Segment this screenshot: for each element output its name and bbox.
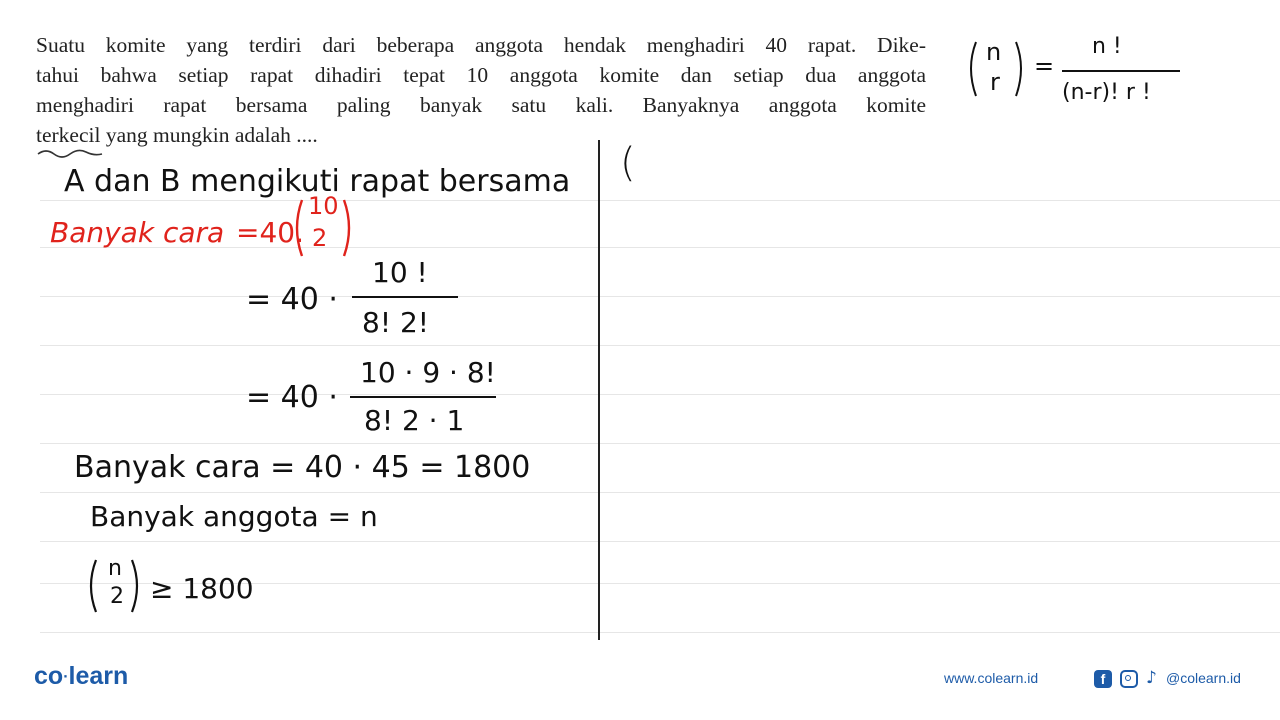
work-line-4-numerator: 10 · 9 · 8! xyxy=(360,356,496,389)
formula-fraction-bar xyxy=(1062,70,1180,72)
ruled-line xyxy=(40,247,1280,248)
squiggle-underline xyxy=(36,146,106,158)
binom-bottom: 2 xyxy=(110,584,124,609)
formula-denominator: (n-r)! r ! xyxy=(1062,80,1151,105)
logo-dot: · xyxy=(63,668,69,686)
tiktok-icon[interactable]: ♪ xyxy=(1146,668,1157,688)
problem-statement xyxy=(36,30,926,150)
logo-text-co: co xyxy=(34,662,64,690)
ruled-line xyxy=(40,632,1280,633)
binom-bottom: 2 xyxy=(312,224,328,252)
facebook-icon[interactable]: f xyxy=(1094,670,1112,688)
formula-equals: = xyxy=(1034,52,1055,80)
work-line-5: Banyak cara = 40 · 45 = 1800 xyxy=(74,450,531,485)
logo-text-learn: learn xyxy=(68,662,129,690)
social-handle[interactable]: @colearn.id xyxy=(1166,670,1241,686)
work-line-2-label: Banyak cara xyxy=(50,216,225,249)
website-link[interactable]: www.colearn.id xyxy=(944,670,1039,686)
work-line-4-denominator: 8! 2 · 1 xyxy=(364,404,465,437)
fraction-bar xyxy=(352,296,458,298)
side-paren: ( xyxy=(620,140,636,186)
work-line-2-expr: =40. xyxy=(236,216,304,249)
fraction-bar xyxy=(350,396,496,398)
formula-numerator: n ! xyxy=(1092,34,1122,59)
formula-bottom: r xyxy=(990,68,1000,96)
instagram-icon[interactable] xyxy=(1120,670,1138,688)
formula-top: n xyxy=(986,38,1002,66)
binom-top: n xyxy=(108,556,122,581)
ruled-line xyxy=(40,345,1280,346)
vertical-divider xyxy=(598,140,600,640)
problem-line: menghadiri rapat bersama paling banyak satu kali. Banyaknya anggota komite xyxy=(36,93,926,117)
work-line-3-prefix: = 40 · xyxy=(246,282,338,317)
work-line-3-numerator: 10 ! xyxy=(372,256,428,289)
ruled-line xyxy=(40,492,1280,493)
work-line-7-rest: ≥ 1800 xyxy=(150,572,254,605)
ruled-line xyxy=(40,541,1280,542)
brand-logo[interactable] xyxy=(34,662,128,691)
ruled-line xyxy=(40,443,1280,444)
work-line-4-prefix: = 40 · xyxy=(246,380,338,415)
binom-top: 10 xyxy=(308,192,339,220)
problem-line: tahui bahwa setiap rapat dihadiri tepat 10 anggota komite dan setiap dua anggota xyxy=(36,63,926,87)
ruled-line xyxy=(40,394,1280,395)
ruled-line xyxy=(40,200,1280,201)
ruled-line xyxy=(40,296,1280,297)
problem-line: Suatu komite yang terdiri dari beberapa anggota hendak menghadiri 40 rapat. Dike- xyxy=(36,33,926,57)
work-line-3-denominator: 8! 2! xyxy=(362,306,429,339)
work-line-6: Banyak anggota = n xyxy=(90,500,378,533)
work-line-1: A dan B mengikuti rapat bersama xyxy=(64,164,571,199)
problem-line: terkecil yang mungkin adalah .... xyxy=(36,123,318,147)
